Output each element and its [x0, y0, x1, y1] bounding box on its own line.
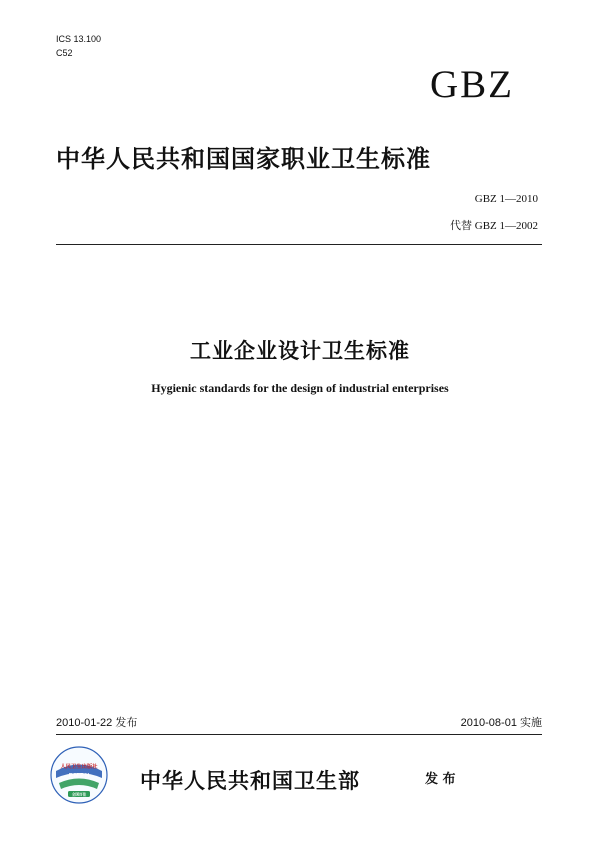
implementation-date: 2010-08-01 实施 [460, 717, 542, 729]
publisher-seal-icon [48, 744, 110, 806]
document-title-chinese: 工业企业设计卫生标准 [190, 339, 410, 363]
publisher-seal-badge: 全国百佳 [71, 792, 87, 797]
publisher-suffix: 发 布 [425, 772, 456, 787]
standard-number-block [450, 186, 538, 240]
publisher-seal-svg [48, 744, 110, 806]
bottom-divider [56, 734, 542, 735]
replaces-standard: 代替 GBZ 1—2002 [450, 220, 538, 232]
standard-mark: GBZ [430, 63, 514, 106]
standard-number: GBZ 1—2010 [474, 193, 538, 205]
publisher-seal-mark: P M P H [68, 773, 90, 779]
classification-code: C52 [56, 48, 73, 58]
ics-code: ICS 13.100 [56, 34, 102, 44]
top-divider [56, 244, 542, 245]
release-date: 2010-01-22 发布 [56, 717, 138, 729]
organization-title: 中华人民共和国国家职业卫生标准 [56, 145, 431, 173]
ics-classification [56, 32, 101, 60]
document-title-english: Hygienic standards for the design of industrial enterprises [151, 381, 449, 395]
publisher-seal-text: 人民卫生出版社 [60, 764, 98, 770]
publisher-name: 中华人民共和国卫生部 [140, 769, 360, 793]
